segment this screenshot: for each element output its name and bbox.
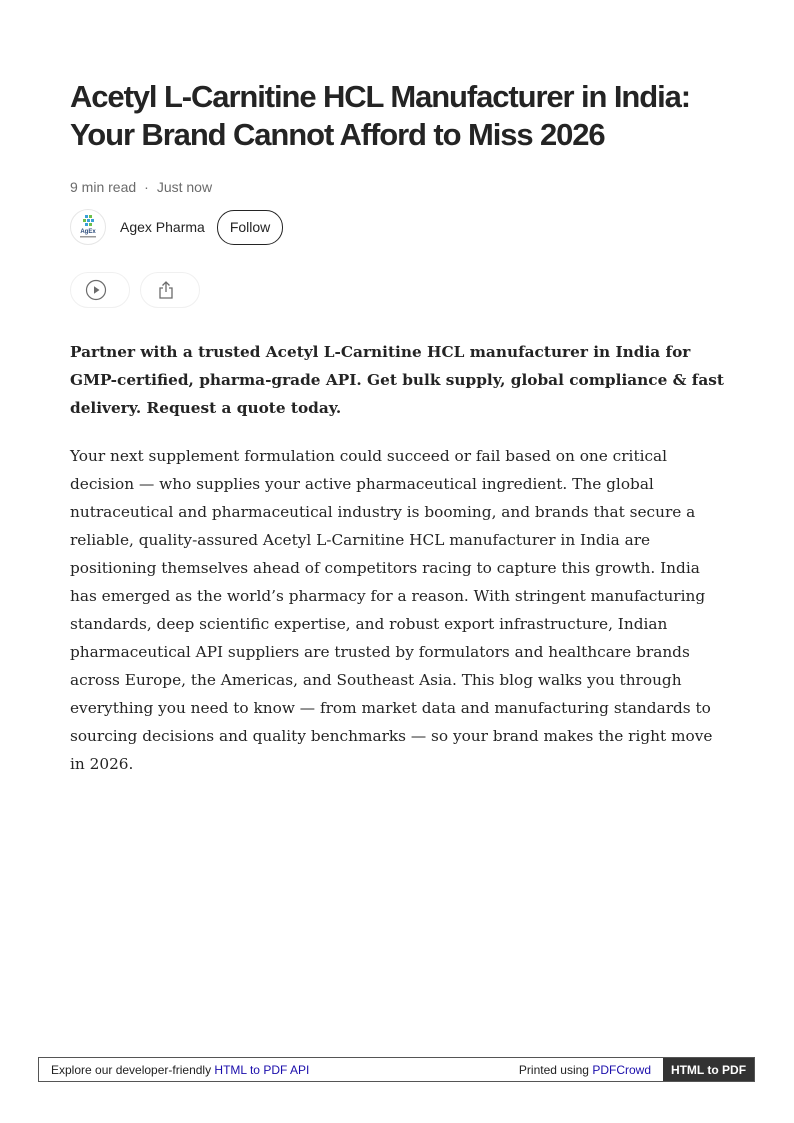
html-to-pdf-button[interactable]: HTML to PDF (663, 1058, 754, 1081)
play-circle-icon (85, 279, 107, 301)
share-button[interactable] (140, 272, 200, 308)
footer-explore (39, 1063, 519, 1077)
article-body: Your next supplement formulation could succeed or fail based on one critical decision — who supplies your active pharmaceutical ingredient. The global nutraceutical and pharmaceutical industry is booming, and brands that secure a reliable, quality-assured Acetyl L-Carnitine HCL manufacturer in India are positioning themselves ahead of competitors racing to capture this growth. India has emerged as the world’s pharmacy for a reason. With stringent manufacturing standards, deep scientific expertise, and robust export infrastructure, Indian pharmaceutical API suppliers are trusted by formulators and healthcare brands across Europe, the Americas, and Southeast Asia. This blog walks you through everything you need to know — from market data and manufacturing standards to sourcing decisions and quality benchmarks — so your brand makes the right move in 2026. (70, 447, 713, 773)
footer-printed (519, 1063, 663, 1077)
publish-time: Just now (156, 179, 213, 195)
share-icon (155, 279, 177, 301)
pdfcrowd-footer (38, 1057, 755, 1082)
article-title-line1: Acetyl L-Carnitine HCL Manufacturer in India: (70, 79, 690, 114)
article-meta (70, 177, 726, 197)
footer-printed-text: Printed using (518, 1062, 593, 1077)
article-title-line2: Your Brand Cannot Afford to Miss 2026 (70, 117, 605, 152)
article-subtitle: Partner with a trusted Acetyl L-Carnitine HCL manufacturer in India for GMP-certified, pharma-grade API. Get bulk supply, global compliance & fast delivery. Request a quote today. (70, 343, 724, 417)
html-to-pdf-api-link[interactable]: HTML to PDF API (214, 1062, 310, 1077)
author-name[interactable]: Agex Pharma (120, 219, 205, 235)
article-actions (70, 272, 726, 308)
avatar[interactable] (70, 209, 106, 245)
pdfcrowd-link[interactable]: PDFCrowd (592, 1062, 651, 1077)
agex-pharma-logo-icon (73, 212, 103, 242)
listen-button[interactable] (70, 272, 130, 308)
meta-separator: · (144, 179, 149, 195)
avatar-text: AgEx (80, 229, 96, 235)
read-time: 9 min read (70, 179, 137, 195)
author-row (70, 209, 726, 245)
follow-button[interactable]: Follow (217, 210, 283, 245)
footer-explore-text: Explore our developer-friendly (51, 1062, 215, 1077)
article-title (70, 78, 726, 154)
article (70, 78, 726, 793)
